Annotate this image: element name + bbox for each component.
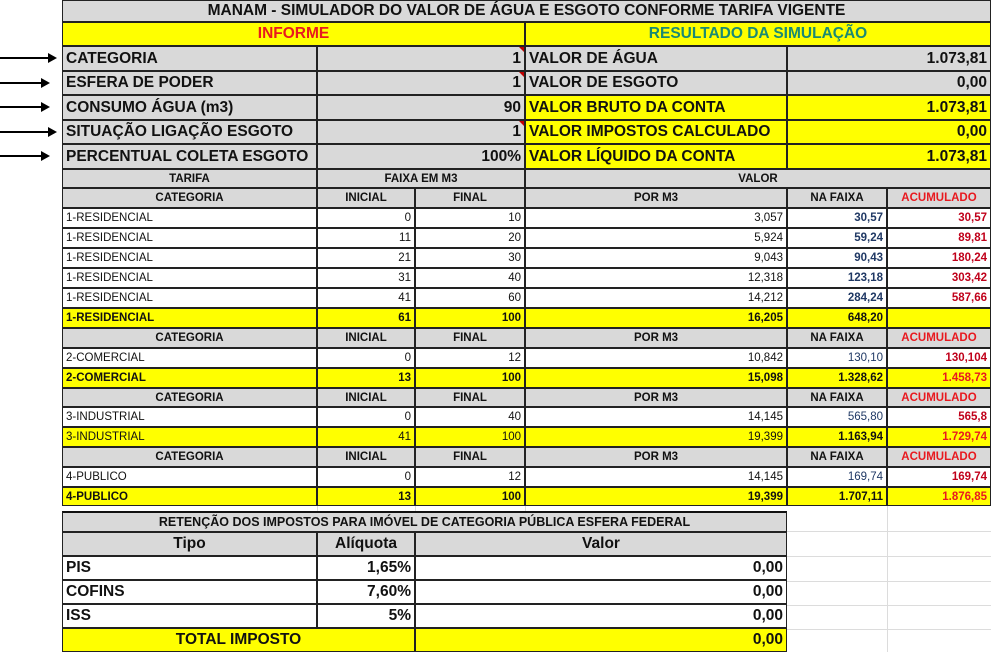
table-cell-na-faixa: 1.163,94 xyxy=(787,427,887,447)
col-header-inicial: INICIAL xyxy=(317,328,415,348)
table-cell-na-faixa: 284,24 xyxy=(787,288,887,308)
table-cell-inicial: 0 xyxy=(317,348,415,368)
table-cell-inicial: 13 xyxy=(317,487,415,506)
table-cell-por-m3: 14,212 xyxy=(525,288,787,308)
field-label-consumo: CONSUMO ÁGUA (m3) xyxy=(62,95,317,120)
table-cell-na-faixa: 648,20 xyxy=(787,308,887,328)
result-value-agua: 1.073,81 xyxy=(787,46,991,71)
col-header-por-m3: POR M3 xyxy=(525,188,787,208)
table-cell-inicial: 0 xyxy=(317,467,415,487)
gridline xyxy=(787,581,991,582)
col-header-por-m3: POR M3 xyxy=(525,388,787,407)
table-cell-por-m3: 19,399 xyxy=(525,487,787,506)
tax-row-tipo: PIS xyxy=(62,556,317,580)
col-header-categoria: CATEGORIA xyxy=(62,188,317,208)
result-label-esgoto: VALOR DE ESGOTO xyxy=(525,71,787,95)
col-header-inicial: INICIAL xyxy=(317,388,415,407)
tax-row-aliquota: 7,60% xyxy=(317,580,415,604)
esfera-input[interactable]: 1 xyxy=(317,71,525,95)
gridline xyxy=(887,506,888,652)
gridline xyxy=(787,605,991,606)
result-value-esgoto: 0,00 xyxy=(787,71,991,95)
col-header-final: FINAL xyxy=(415,188,525,208)
faixa-group-header: FAIXA EM M3 xyxy=(317,169,525,188)
col-header-acumulado: ACUMULADO xyxy=(887,447,991,467)
table-cell-inicial: 0 xyxy=(317,407,415,427)
col-header-categoria: CATEGORIA xyxy=(62,328,317,348)
table-cell-na-faixa: 123,18 xyxy=(787,268,887,288)
table-cell-por-m3: 12,318 xyxy=(525,268,787,288)
col-header-inicial: INICIAL xyxy=(317,447,415,467)
table-cell-acumulado: 30,57 xyxy=(887,208,991,228)
table-cell-por-m3: 19,399 xyxy=(525,427,787,447)
col-header-por-m3: POR M3 xyxy=(525,328,787,348)
field-label-esfera: ESFERA DE PODER xyxy=(62,71,317,95)
col-header-final: FINAL xyxy=(415,447,525,467)
table-cell-final: 10 xyxy=(415,208,525,228)
table-row-categoria: 3-INDUSTRIAL xyxy=(62,427,317,447)
tax-row-valor: 0,00 xyxy=(415,556,787,580)
tax-row-aliquota: 5% xyxy=(317,604,415,628)
table-row-categoria: 3-INDUSTRIAL xyxy=(62,407,317,427)
tax-row-valor: 0,00 xyxy=(415,580,787,604)
result-value-impostos: 0,00 xyxy=(787,120,991,144)
col-header-aliquota: Alíquota xyxy=(317,532,415,556)
table-cell-por-m3: 15,098 xyxy=(525,368,787,388)
col-header-tipo: Tipo xyxy=(62,532,317,556)
situacao-input[interactable]: 1 xyxy=(317,120,525,144)
col-header-na-faixa: NA FAIXA xyxy=(787,328,887,348)
table-cell-por-m3: 5,924 xyxy=(525,228,787,248)
table-cell-acumulado: 130,104 xyxy=(887,348,991,368)
consumo-input[interactable]: 90 xyxy=(317,95,525,120)
page-title: MANAM - SIMULADOR DO VALOR DE ÁGUA E ESGOTO CONFORME TARIFA VIGENTE xyxy=(62,0,991,22)
col-header-por-m3: POR M3 xyxy=(525,447,787,467)
arrow-right-icon xyxy=(0,155,48,157)
arrow-right-icon xyxy=(0,82,48,84)
table-cell-inicial: 41 xyxy=(317,288,415,308)
table-cell-por-m3: 16,205 xyxy=(525,308,787,328)
table-cell-acumulado: 587,66 xyxy=(887,288,991,308)
table-cell-na-faixa: 565,80 xyxy=(787,407,887,427)
col-header-acumulado: ACUMULADO xyxy=(887,328,991,348)
table-cell-acumulado: 1.876,85 xyxy=(887,487,991,506)
table-cell-final: 100 xyxy=(415,487,525,506)
result-label-liquido: VALOR LÍQUIDO DA CONTA xyxy=(525,144,787,169)
result-label-bruto: VALOR BRUTO DA CONTA xyxy=(525,95,787,120)
table-cell-final: 30 xyxy=(415,248,525,268)
table-cell-na-faixa: 59,24 xyxy=(787,228,887,248)
gridline xyxy=(787,629,991,630)
col-header-final: FINAL xyxy=(415,388,525,407)
table-cell-final: 100 xyxy=(415,427,525,447)
arrow-right-icon xyxy=(0,57,55,59)
informe-header: INFORME xyxy=(62,22,525,46)
tax-row-tipo: COFINS xyxy=(62,580,317,604)
tax-row-aliquota: 1,65% xyxy=(317,556,415,580)
retencao-title: RETENÇÃO DOS IMPOSTOS PARA IMÓVEL DE CATEGORIA PÚBLICA ESFERA FEDERAL xyxy=(62,511,787,532)
table-row-categoria: 1-RESIDENCIAL xyxy=(62,228,317,248)
table-cell-acumulado: 1.729,74 xyxy=(887,427,991,447)
result-label-agua: VALOR DE ÁGUA xyxy=(525,46,787,71)
col-header-na-faixa: NA FAIXA xyxy=(787,447,887,467)
table-cell-final: 20 xyxy=(415,228,525,248)
col-header-na-faixa: NA FAIXA xyxy=(787,388,887,407)
table-cell-inicial: 61 xyxy=(317,308,415,328)
table-cell-inicial: 13 xyxy=(317,368,415,388)
table-cell-inicial: 11 xyxy=(317,228,415,248)
categoria-input[interactable]: 1 xyxy=(317,46,525,71)
result-value-liquido: 1.073,81 xyxy=(787,144,991,169)
table-row-categoria: 1-RESIDENCIAL xyxy=(62,208,317,228)
table-cell-final: 100 xyxy=(415,308,525,328)
tax-row-valor: 0,00 xyxy=(415,604,787,628)
col-header-valor: Valor xyxy=(415,532,787,556)
gridline xyxy=(787,531,991,532)
col-header-categoria: CATEGORIA xyxy=(62,447,317,467)
table-cell-acumulado: 89,81 xyxy=(887,228,991,248)
table-cell-na-faixa: 130,10 xyxy=(787,348,887,368)
col-header-na-faixa: NA FAIXA xyxy=(787,188,887,208)
table-cell-acumulado: 169,74 xyxy=(887,467,991,487)
table-cell-inicial: 31 xyxy=(317,268,415,288)
table-row-categoria: 1-RESIDENCIAL xyxy=(62,308,317,328)
table-cell-na-faixa: 169,74 xyxy=(787,467,887,487)
table-cell-por-m3: 9,043 xyxy=(525,248,787,268)
col-header-acumulado: ACUMULADO xyxy=(887,188,991,208)
valor-group-header: VALOR xyxy=(525,169,991,188)
table-cell-na-faixa: 30,57 xyxy=(787,208,887,228)
table-cell-final: 60 xyxy=(415,288,525,308)
table-cell-por-m3: 3,057 xyxy=(525,208,787,228)
arrow-right-icon xyxy=(0,131,55,133)
table-row-categoria: 2-COMERCIAL xyxy=(62,348,317,368)
field-label-situacao: SITUAÇÃO LIGAÇÃO ESGOTO xyxy=(62,120,317,144)
tarifa-group-header: TARIFA xyxy=(62,169,317,188)
result-value-bruto: 1.073,81 xyxy=(787,95,991,120)
table-cell-acumulado: 180,24 xyxy=(887,248,991,268)
table-cell-final: 40 xyxy=(415,268,525,288)
table-cell-na-faixa: 90,43 xyxy=(787,248,887,268)
table-cell-final: 40 xyxy=(415,407,525,427)
col-header-inicial: INICIAL xyxy=(317,188,415,208)
col-header-acumulado: ACUMULADO xyxy=(887,388,991,407)
field-label-percentual: PERCENTUAL COLETA ESGOTO xyxy=(62,144,317,169)
tax-row-tipo: ISS xyxy=(62,604,317,628)
table-cell-inicial: 21 xyxy=(317,248,415,268)
table-row-categoria: 2-COMERCIAL xyxy=(62,368,317,388)
table-row-categoria: 1-RESIDENCIAL xyxy=(62,248,317,268)
total-imposto-value: 0,00 xyxy=(415,628,787,652)
table-cell-inicial: 0 xyxy=(317,208,415,228)
table-cell-acumulado: 1.458,73 xyxy=(887,368,991,388)
table-cell-final: 12 xyxy=(415,348,525,368)
table-cell-final: 12 xyxy=(415,467,525,487)
table-cell-na-faixa: 1.707,11 xyxy=(787,487,887,506)
arrow-right-icon xyxy=(0,106,48,108)
gridline xyxy=(787,556,991,557)
table-cell-na-faixa: 1.328,62 xyxy=(787,368,887,388)
table-row-categoria: 1-RESIDENCIAL xyxy=(62,288,317,308)
resultado-header: RESULTADO DA SIMULAÇÃO xyxy=(525,22,991,46)
table-cell-acumulado xyxy=(887,308,991,328)
table-row-categoria: 1-RESIDENCIAL xyxy=(62,268,317,288)
field-label-categoria: CATEGORIA xyxy=(62,46,317,71)
result-label-impostos: VALOR IMPOSTOS CALCULADO xyxy=(525,120,787,144)
table-cell-por-m3: 14,145 xyxy=(525,407,787,427)
table-cell-por-m3: 10,842 xyxy=(525,348,787,368)
table-row-categoria: 4-PUBLICO xyxy=(62,487,317,506)
col-header-categoria: CATEGORIA xyxy=(62,388,317,407)
table-cell-final: 100 xyxy=(415,368,525,388)
percentual-input[interactable]: 100% xyxy=(317,144,525,169)
col-header-final: FINAL xyxy=(415,328,525,348)
table-cell-inicial: 41 xyxy=(317,427,415,447)
table-cell-acumulado: 303,42 xyxy=(887,268,991,288)
table-row-categoria: 4-PUBLICO xyxy=(62,467,317,487)
table-cell-por-m3: 14,145 xyxy=(525,467,787,487)
total-imposto-label: TOTAL IMPOSTO xyxy=(62,628,415,652)
table-cell-acumulado: 565,8 xyxy=(887,407,991,427)
